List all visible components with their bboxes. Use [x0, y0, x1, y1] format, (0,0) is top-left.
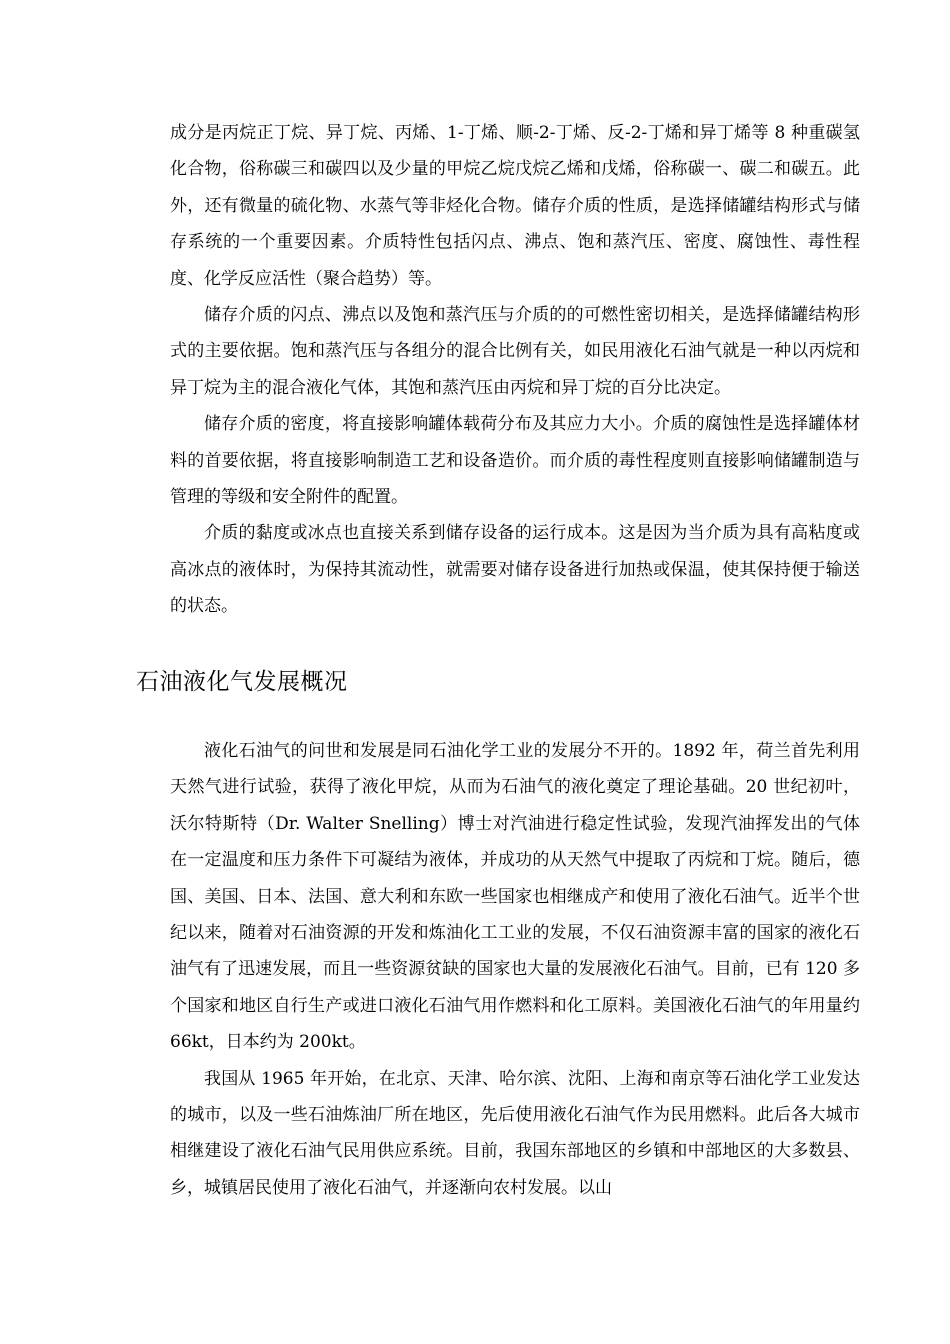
paragraph-viscosity: 介质的黏度或冰点也直接关系到储存设备的运行成本。这是因为当介质为具有高粘度或高冰点的液体时，为保持其流动性，就需要对储存设备进行加热或保温，使其保持便于输送的状态。: [170, 523, 860, 617]
paragraph-china: 我国从 1965 年开始，在北京、天津、哈尔滨、沈阳、上海和南京等石油化学工业发达的城市，以及一些石油炼油厂所在地区，先后使用液化石油气作为民用燃料。此后各大城市相继建设了液化石油气民用供应系统。目前，我国东部地区的乡镇和中部地区的大多数县、乡，城镇居民使用了液化石油气，并逐渐向农村发展。以山: [170, 1068, 860, 1198]
paragraph-flash-point: 储存介质的闪点、沸点以及饱和蒸汽压与介质的的可燃性密切相关，是选择储罐结构形式的主要依据。饱和蒸汽压与各组分的混合比例有关，如民用液化石油气就是一种以丙烷和异丁烷为主的混合液化气体，其饱和蒸汽压由丙烷和异丁烷的百分比决定。: [170, 305, 860, 398]
paragraph-composition: 成分是丙烷正丁烷、异丁烷、丙烯、1-丁烯、顺-2-丁烯、反-2-丁烯和异丁烯等 8 种重碳氢化合物，俗称碳三和碳四以及少量的甲烷乙烷戊烷乙烯和戊烯，俗称碳一、碳二和碳五。此外，还有微量的硫化物、水蒸气等非烃化合物。储存介质的性质，是选择储罐结构形式与储存系统的一个重要因素。介质特性包括闪点、沸点、饱和蒸汽压、密度、腐蚀性、毒性程度、化学反应活性（聚合趋势）等。: [170, 123, 860, 289]
section-development: [170, 733, 860, 1206]
paragraph-density: 储存介质的密度，将直接影响罐体载荷分布及其应力大小。介质的腐蚀性是选择罐体材料的首要依据，将直接影响制造工艺和设备造价。而介质的毒性程度则直接影响储罐制造与管理的等级和安全附件的配置。: [170, 414, 860, 508]
section-storage-media: [170, 115, 860, 625]
paragraph-history: 液化石油气的问世和发展是同石油化学工业的发展分不开的。1892 年，荷兰首先利用天然气进行试验，获得了液化甲烷，从而为石油气的液化奠定了理论基础。20 世纪初叶，沃尔特斯特（Dr. Walter Snelling）博士对汽油进行稳定性试验，发现汽油挥发出的气体在一定温度和压力条件下可凝结为液体，并成功的从天然气中提取了丙烷和丁烷。随后，德国、美国、日本、法国、意大利和东欧一些国家也相继成产和使用了液化石油气。近半个世纪以来，随着对石油资源的开发和炼油化工工业的发展，不仅石油资源丰富的国家的液化石油气有了迅速发展，而且一些资源贫缺的国家也大量的发展液化石油气。目前，已有 120 多个国家和地区自行生产或进口液化石油气用作燃料和化工原料。美国液化石油气的年用量约 66kt，日本约为 200kt。: [170, 741, 860, 1053]
section-heading: 石油液化气发展概况: [136, 669, 348, 695]
